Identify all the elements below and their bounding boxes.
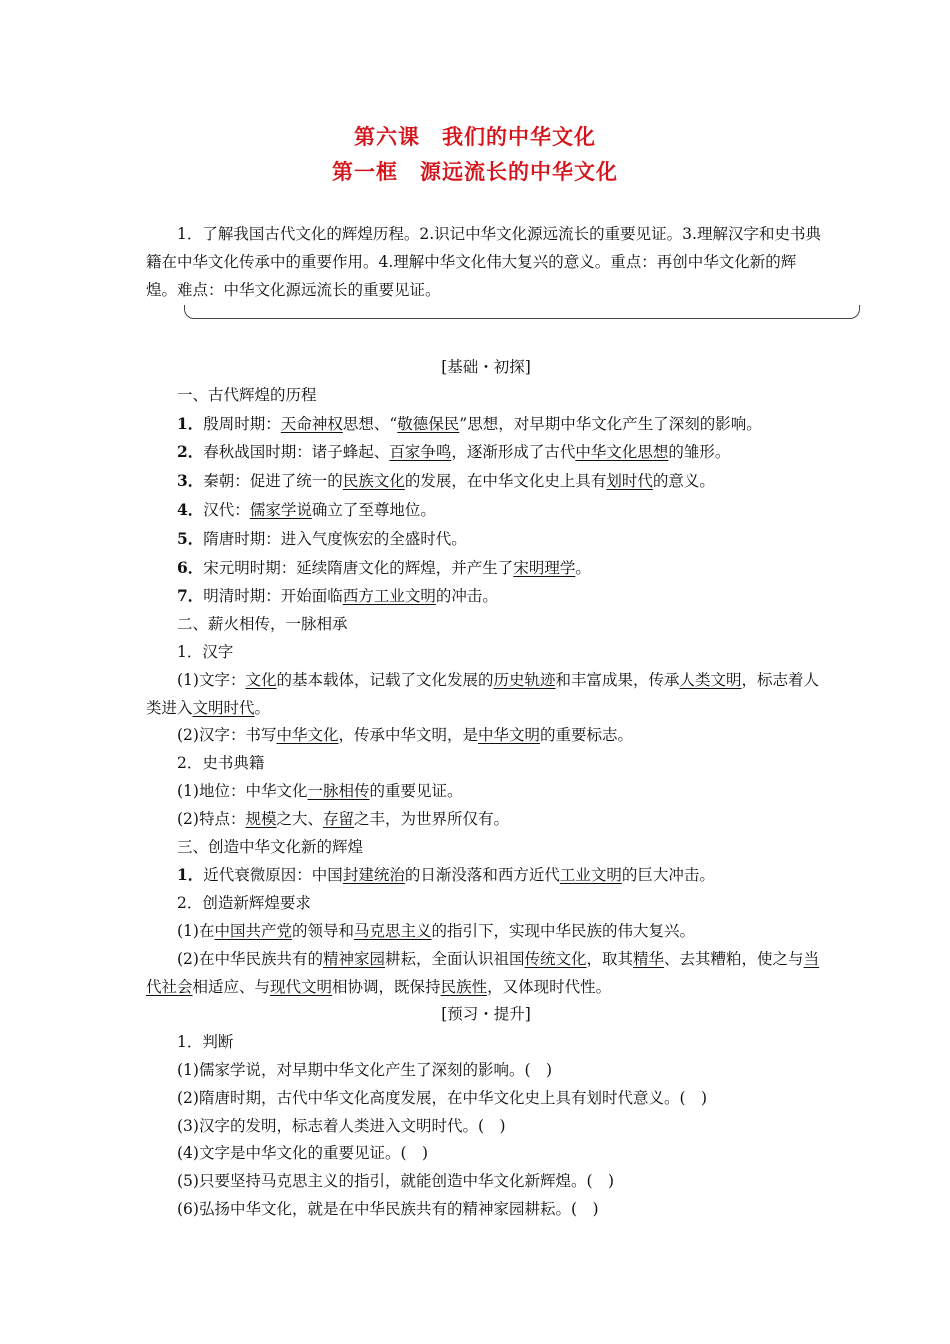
key-term: 精神家园 (322, 949, 385, 968)
key-term: 封建统治 (342, 866, 405, 885)
key-term: 天命神权 (280, 414, 343, 433)
section-heading-basics: [基础・初探] (441, 358, 531, 376)
key-term: 划时代 (606, 472, 653, 491)
key-term: 文化 (245, 670, 277, 689)
list-item: 4．汉代：儒家学说确立了至尊地位。 (177, 499, 436, 519)
key-term: 敬德保民 (397, 414, 460, 433)
key-term: 西方工业文明 (342, 587, 436, 606)
section-title-3: 三、创造中华文化新的辉煌 (177, 837, 364, 856)
key-term: 民族性 (440, 977, 488, 996)
key-term: 一脉相传 (307, 781, 370, 800)
list-item: 6．宋元明时期：延续隋唐文化的辉煌，并产生了宋明理学。 (177, 557, 591, 577)
key-term: 现代文明 (270, 977, 333, 996)
judgement-question: (2)隋唐时期，古代中华文化高度发展，在中华文化史上具有划时代意义。( ) (177, 1088, 708, 1107)
section-title-2: 二、薪火相传，一脉相承 (177, 615, 348, 634)
objectives-bracket (184, 305, 860, 319)
judgement-question: (3)汉字的发明，标志着人类进入文明时代。( ) (177, 1116, 506, 1135)
key-term: 儒家学说 (249, 500, 312, 519)
paragraph: (2)特点：规模之大、存留之丰，为世界所仅有。 (177, 809, 510, 828)
paragraph: (1)在中国共产党的领导和马克思主义的指引下，实现中华民族的伟大复兴。 (177, 921, 696, 940)
judgement-question: (6)弘扬中华文化，就是在中华民族共有的精神家园耕耘。( ) (177, 1199, 599, 1218)
paragraph: (1)地位：中华文化一脉相传的重要见证。 (177, 781, 463, 800)
paragraph: (2)在中华民族共有的精神家园耕耘，全面认识祖国传统文化，取其精华、去其糟粕，使之与当代社会相适应、与现代文明相协调，既保持民族性，又体现时代性。 (146, 949, 820, 996)
subsection-title: 2．创造新辉煌要求 (177, 894, 311, 913)
key-term: 中国共产党 (214, 921, 292, 940)
paragraph: 1．近代衰微原因：中国封建统治的日渐没落和西方近代工业文明的巨大冲击。 (177, 865, 715, 885)
key-term: 中华文化 (276, 726, 339, 745)
subsection-title: 1．判断 (177, 1033, 234, 1052)
key-term: 规模 (245, 809, 277, 828)
key-term: 马克思主义 (354, 921, 432, 940)
list-item: 5．隋唐时期：进入气度恢宏的全盛时代。 (177, 528, 467, 548)
key-term: 中华文明 (478, 726, 541, 745)
judgement-question: (1)儒家学说，对早期中华文化产生了深刻的影响。( ) (177, 1060, 553, 1079)
key-term: 百家争鸣 (389, 443, 452, 462)
subsection-title: 1．汉字 (177, 642, 234, 661)
section-title-1: 一、古代辉煌的历程 (177, 385, 317, 404)
main-content (146, 354, 826, 1224)
frame-title: 第一框 源远流长的中华文化 (332, 159, 618, 184)
key-term: 工业文明 (559, 866, 622, 885)
judgement-question: (4)文字是中华文化的重要见证。( ) (177, 1144, 429, 1163)
section-heading-preview: [预习・提升] (441, 1005, 531, 1024)
key-term: 历史轨迹 (493, 670, 556, 689)
paragraph: (2)汉字：书写中华文化，传承中华文明，是中华文明的重要标志。 (177, 726, 634, 745)
key-term: 人类文明 (679, 670, 742, 689)
subsection-title: 2．史书典籍 (177, 754, 265, 773)
lesson-title: 第六课 我们的中华文化 (354, 124, 596, 149)
key-term: 当代社会 (146, 949, 820, 996)
list-item: 3．秦朝：促进了统一的民族文化的发展，在中华文化史上具有划时代的意义。 (177, 471, 715, 491)
learning-objectives (146, 220, 826, 304)
key-term: 文明时代 (192, 698, 255, 717)
key-term: 精华 (633, 949, 665, 968)
judgement-question: (5)只要坚持马克思主义的指引，就能创造中华文化新辉煌。( ) (177, 1172, 615, 1191)
objectives-text: 1．了解我国古代文化的辉煌历程。2.识记中华文化源远流长的重要见证。3.理解汉字和史书典籍在中华文化传承中的重要作用。4.理解中华文化伟大复兴的意义。重点：再创中华文化新的辉煌。难点：中华文化源远流长的重要见证。 (146, 225, 821, 299)
key-term: 存留 (323, 809, 355, 828)
key-term: 传统文化 (524, 949, 587, 968)
key-term: 民族文化 (342, 472, 405, 491)
list-item: 1．殷周时期：天命神权思想、“敬德保民”思想，对早期中华文化产生了深刻的影响。 (177, 413, 762, 433)
paragraph: (1)文字：文化的基本载体，记载了文化发展的历史轨迹和丰富成果，传承人类文明，标志着人类进入文明时代。 (146, 670, 820, 717)
key-term: 宋明理学 (513, 558, 576, 577)
key-term: 中华文化思想 (575, 443, 669, 462)
list-item: 7．明清时期：开始面临西方工业文明的冲击。 (177, 586, 498, 606)
list-item: 2．春秋战国时期：诸子蜂起、百家争鸣，逐渐形成了古代中华文化思想的雏形。 (177, 442, 731, 462)
